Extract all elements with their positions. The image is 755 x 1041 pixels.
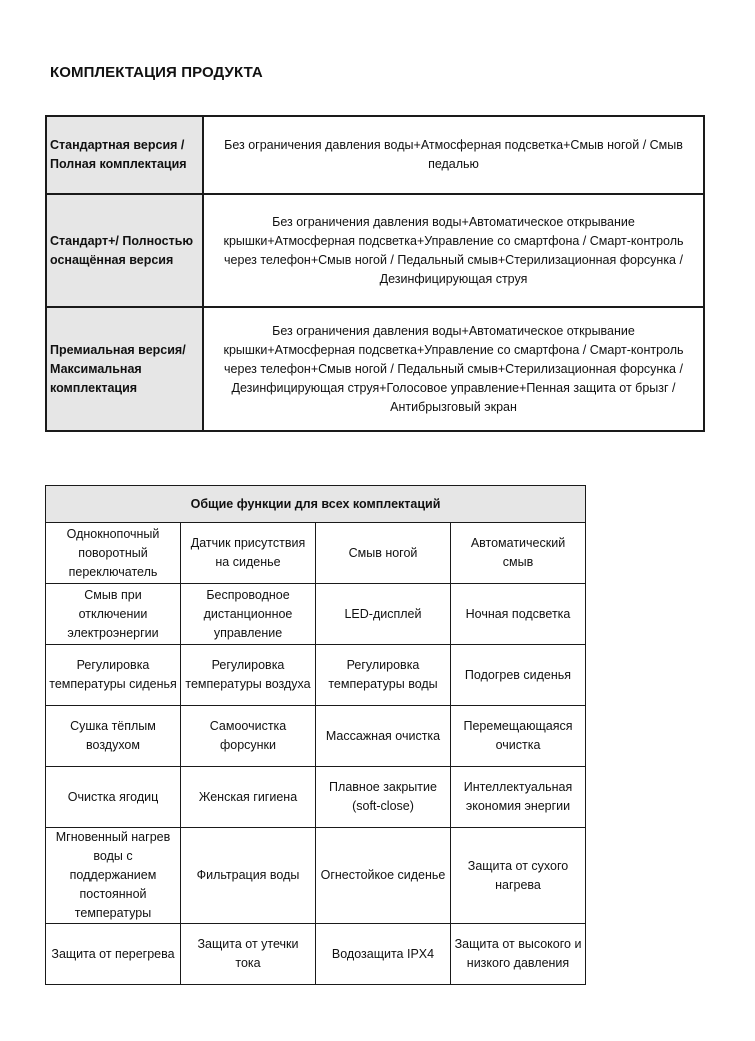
feature-cell: Плавное закрытие (soft-close) (316, 767, 451, 828)
feature-cell: Смыв ногой (316, 523, 451, 584)
features-header: Общие функции для всех комплектаций (46, 486, 586, 523)
feature-cell: Ночная подсветка (451, 584, 586, 645)
feature-cell: Женская гигиена (181, 767, 316, 828)
package-label: Стандартная версия / Полная комплектация (46, 116, 203, 194)
table-row (46, 584, 586, 645)
feature-cell: Очистка ягодиц (46, 767, 181, 828)
feature-cell: Датчик присутствия на сиденье (181, 523, 316, 584)
feature-cell: Защита от высокого и низкого давления (451, 924, 586, 985)
package-row-standard (46, 116, 704, 194)
feature-cell: Регулировка температуры сиденья (46, 645, 181, 706)
packages-table (45, 115, 705, 432)
feature-cell: Регулировка температуры воздуха (181, 645, 316, 706)
table-row (46, 706, 586, 767)
feature-cell: Защита от перегрева (46, 924, 181, 985)
table-row (46, 924, 586, 985)
feature-cell: Подогрев сиденья (451, 645, 586, 706)
package-description: Без ограничения давления воды+Автоматическое открывание крышки+Атмосферная подсветка+Управление со смартфона / Смарт-контроль через телефон+Смыв ногой / Педальный смыв+Стерилизационная форсунка / Дезинфицирующая струя+Голосовое управление+Пенная защита от брызг / Антибрызговый экран (203, 307, 704, 431)
feature-cell: Фильтрация воды (181, 828, 316, 924)
features-header-row (46, 486, 586, 523)
feature-cell: Беспроводное дистанционное управление (181, 584, 316, 645)
feature-cell: Самоочистка форсунки (181, 706, 316, 767)
package-description: Без ограничения давления воды+Автоматическое открывание крышки+Атмосферная подсветка+Управление со смартфона / Смарт-контроль через телефон+Смыв ногой / Педальный смыв+Стерилизационная форсунка / Дезинфицирующая струя (203, 194, 704, 307)
feature-cell: Регулировка температуры воды (316, 645, 451, 706)
feature-cell: Однокнопочный поворотный переключатель (46, 523, 181, 584)
table-row (46, 828, 586, 924)
feature-cell: Сушка тёплым воздухом (46, 706, 181, 767)
package-label: Премиальная версия/Максимальная комплектация (46, 307, 203, 431)
table-row (46, 645, 586, 706)
feature-cell: Защита от сухого нагрева (451, 828, 586, 924)
package-row-standard-plus (46, 194, 704, 307)
package-label: Стандарт+/ Полностью оснащённая версия (46, 194, 203, 307)
feature-cell: Интеллектуальная экономия энергии (451, 767, 586, 828)
feature-cell: Огнестойкое сиденье (316, 828, 451, 924)
table-row (46, 767, 586, 828)
feature-cell: Автоматический смыв (451, 523, 586, 584)
features-table (45, 485, 586, 985)
feature-cell: LED-дисплей (316, 584, 451, 645)
feature-cell: Перемещающаяся очистка (451, 706, 586, 767)
table-row (46, 523, 586, 584)
page-title: КОМПЛЕКТАЦИЯ ПРОДУКТА (50, 64, 263, 81)
feature-cell: Защита от утечки тока (181, 924, 316, 985)
feature-cell: Водозащита IPX4 (316, 924, 451, 985)
package-row-premium (46, 307, 704, 431)
feature-cell: Мгновенный нагрев воды с поддержанием постоянной температуры (46, 828, 181, 924)
feature-cell: Смыв при отключении электроэнергии (46, 584, 181, 645)
feature-cell: Массажная очистка (316, 706, 451, 767)
package-description: Без ограничения давления воды+Атмосферная подсветка+Смыв ногой / Смыв педалью (203, 116, 704, 194)
